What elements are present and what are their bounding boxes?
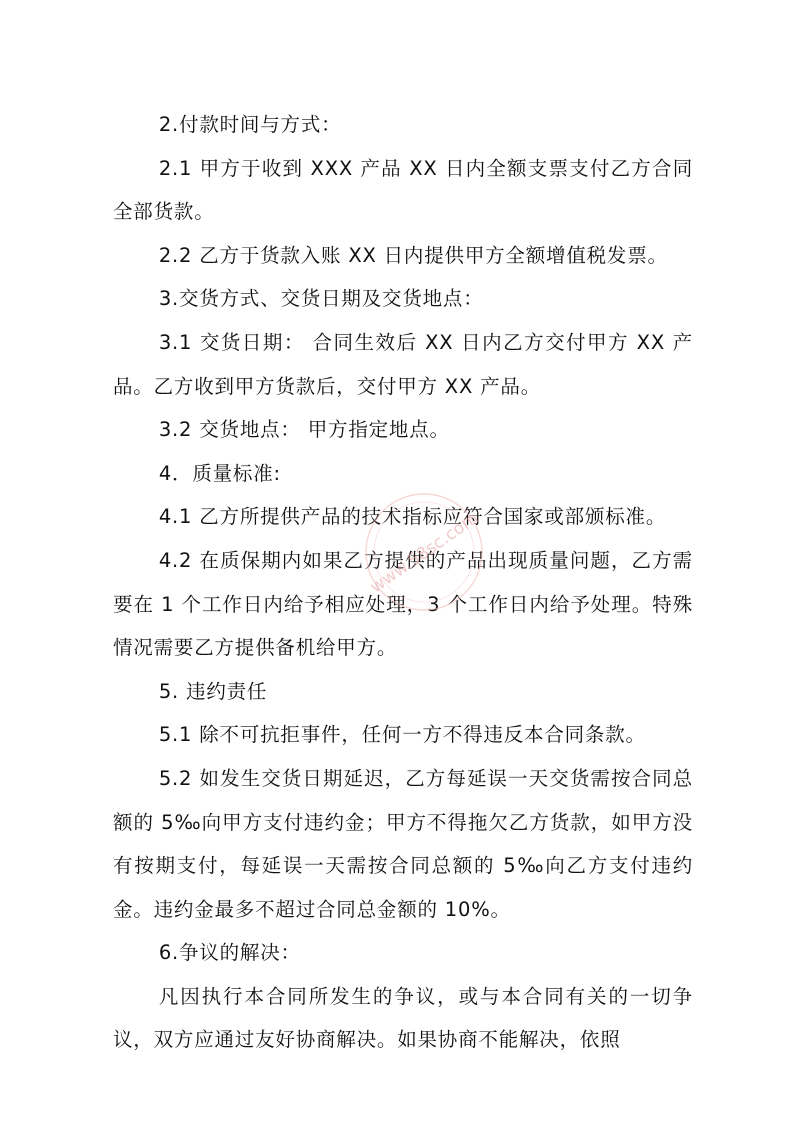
clause-3-2: 3.2 交货地点： 甲方指定地点。 — [158, 418, 450, 442]
clause-4-1: 4.1 乙方所提供产品的技术指标应符合国家或部颁标准。 — [158, 505, 667, 529]
clause-6-body: 凡因执行本合同所发生的争议，或与本合同有关的一切争议，双方应通过友好协商解决。如果协商不能解决，依照 — [113, 984, 693, 1052]
clause-4-2: 4.2 在质保期内如果乙方提供的产品出现质量问题，乙方需要在 1 个工作日内给予相应处理，3 个工作日内给予处理。特殊情况需要乙方提供备机给甲方。 — [113, 548, 693, 660]
clause-5-2: 5.2 如发生交货日期延迟，乙方每延误一天交货需按合同总额的 5‰向甲方支付违约金；甲方不得拖欠乙方货款，如甲方没有按期支付，每延误一天需按合同总额的 5‰向乙方支付违约金。违约金最多不超过合同总金额的 10%。 — [113, 766, 693, 921]
heading-breach-liability: 5. 违约责任 — [158, 679, 268, 703]
heading-quality-standard: 4．质量标准: — [158, 461, 281, 485]
watermark-text: www.58sc.com — [366, 508, 483, 598]
document-body — [113, 103, 693, 1062]
heading-dispute-resolution: 6.争议的解决： — [158, 941, 301, 965]
heading-payment-terms: 2.付款时间与方式： — [158, 113, 342, 136]
clause-3-1: 3.1 交货日期： 合同生效后 XX 日内乙方交付甲方 XX 产品。乙方收到甲方货款后，交付甲方 XX 产品。 — [113, 330, 693, 398]
clause-2-2: 2.2 乙方于货款入账 XX 日内提供甲方全额增值税发票。 — [158, 243, 668, 267]
clause-2-1: 2.1 甲方于收到 XXX 产品 XX 日内全额支票支付乙方合同全部货款。 — [113, 156, 693, 224]
clause-5-1: 5.1 除不可抗拒事件，任何一方不得违反本合同条款。 — [158, 723, 646, 747]
heading-delivery: 3.交货方式、交货日期及交货地点： — [158, 287, 484, 311]
